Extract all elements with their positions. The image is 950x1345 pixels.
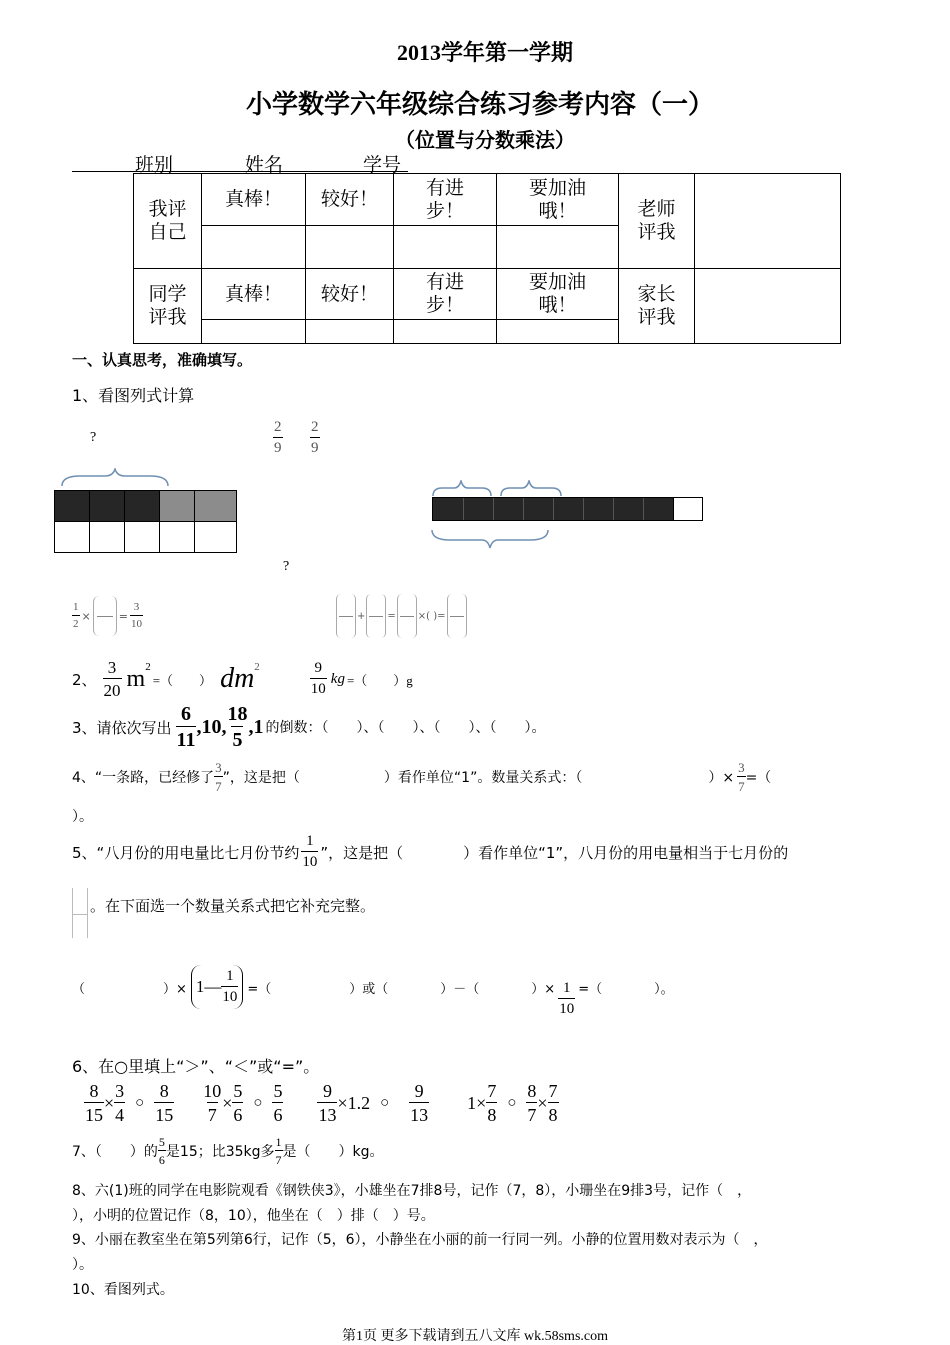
title-term: 2013学年第一学期 <box>396 40 573 65</box>
student-info-line <box>72 171 408 172</box>
q6-label: 6、在○里填上“＞”、“＜”或“=”。 <box>72 1057 320 1076</box>
peer-eval-label: 同学评我 <box>134 269 202 344</box>
q6-frac: $\frac{7}{8}$ <box>487 1081 497 1125</box>
q5-blank-fraction[interactable] <box>72 888 88 938</box>
peer-good-box[interactable] <box>306 320 394 344</box>
bar-divider <box>673 498 674 520</box>
bar-divider <box>523 498 524 520</box>
rating-good: 较好！ <box>306 269 394 320</box>
q10-label: 10、看图列式。 <box>72 1282 174 1298</box>
self-great-box[interactable] <box>202 226 306 269</box>
bar-divider <box>463 498 464 520</box>
q2-unit-dm: dm <box>220 663 255 694</box>
q5-expr-c[interactable]: =（ ）。 <box>578 981 674 997</box>
q6-row <box>84 1080 559 1126</box>
q4-text-b[interactable]: ”，这是把（ ）看作单位“1”。数量关系式：（ ）× <box>222 770 735 786</box>
q2-unit-m: m <box>126 665 146 692</box>
q4-line2: ）。 <box>72 809 93 825</box>
rating-good: 较好！ <box>306 174 394 226</box>
page-subtitle: （位置与分数乘法） <box>395 130 575 152</box>
bar-divider <box>583 498 584 520</box>
bar-divider <box>613 498 614 520</box>
q6-frac: $\frac{7}{8}$ <box>548 1081 558 1125</box>
q2-sup: 2 <box>145 661 151 673</box>
q6-frac: $\frac{9}{13}$ <box>410 1081 429 1125</box>
rating-progress: 有进步！ <box>394 174 497 226</box>
q6-op: × <box>222 1092 233 1113</box>
q3-label: 3、请依次写出 <box>72 718 172 737</box>
q1-blank-fraction[interactable] <box>447 594 467 638</box>
q5-text-a: 5、“八月份的用电量比七月份节约 <box>72 843 300 862</box>
q7-line <box>72 1130 384 1172</box>
parent-eval-box[interactable] <box>695 269 841 344</box>
q3-frac-1: $\frac{6}{11}$ <box>176 703 196 751</box>
left-bar-diagram <box>54 490 237 553</box>
bar-cell-grey <box>194 490 237 522</box>
q6-op: × <box>104 1092 115 1113</box>
self-try-box[interactable] <box>497 226 619 269</box>
q6-circle[interactable]: ○ <box>380 1094 390 1111</box>
id-label: 学号 <box>363 155 402 176</box>
q4-text-a: 4、“一条路，已经修了 <box>72 770 215 786</box>
section-heading: 一、认真思考，准确填写。 <box>72 351 253 369</box>
bar-cell-grey <box>159 490 195 522</box>
q2-sup: 2 <box>254 661 260 673</box>
q7-text-c[interactable]: 是（ ）kg。 <box>282 1144 384 1160</box>
rating-try-harder: 要加油哦！ <box>497 174 619 226</box>
q1-blank-fraction[interactable] <box>397 594 417 638</box>
q4-frac: $\frac{3}{7}$ <box>215 760 222 794</box>
q5-paren-group <box>191 965 244 1009</box>
q7-frac-1: $\frac{5}{6}$ <box>158 1135 165 1167</box>
q6-pre: 1× <box>467 1092 487 1113</box>
q8-line2[interactable]: ），小明的位置记作（8，10），他坐在（ ）排（ ）号。 <box>72 1208 435 1224</box>
q6-circle[interactable]: ○ <box>135 1094 145 1111</box>
q1-blank-fraction[interactable] <box>93 596 117 636</box>
page-footer: 第1页 更多下载请到五八文库 wk.58sms.com <box>342 1329 608 1344</box>
bar-cell-empty <box>54 521 90 553</box>
q6-frac: $\frac{10}{7}$ <box>203 1081 222 1125</box>
peer-great-box[interactable] <box>202 320 306 344</box>
q2-blank-2[interactable]: =（ ）g <box>346 672 413 688</box>
q2-line <box>72 658 413 700</box>
bar-cell-empty <box>159 521 195 553</box>
q5-frac-2: $\frac{1}{10}$ <box>222 968 238 1005</box>
name-label: 姓名 <box>245 155 284 176</box>
q6-frac: $\frac{3}{4}$ <box>115 1081 125 1125</box>
q1-blank-fraction[interactable] <box>336 594 356 638</box>
self-good-box[interactable] <box>306 226 394 269</box>
class-label: 班别 <box>135 155 174 176</box>
q9-line1[interactable]: 9、小丽在教室坐在第5列第6行，记作（5，6），小静坐在小丽的前一行同一列。小静的位置用数对表示为（ ， <box>72 1232 768 1248</box>
q6-frac: $\frac{5}{6}$ <box>233 1081 243 1125</box>
q1-question-mark: ? <box>90 430 97 445</box>
q4-frac-2: $\frac{3}{7}$ <box>738 760 745 794</box>
q1-frac-b: $\frac{2}{9}$ <box>311 419 319 456</box>
q4-eq[interactable]: =（ <box>745 770 772 786</box>
q2-blank[interactable]: =（ ） <box>152 672 213 688</box>
right-bottom-brace <box>430 528 552 550</box>
q3-tail: ,1 <box>248 715 264 738</box>
teacher-eval-label: 老师评我 <box>619 174 695 269</box>
evaluation-table <box>133 173 841 344</box>
q5-expr-b[interactable]: =（ ）或（ ）－（ ）× <box>247 981 556 997</box>
bar-cell-dark <box>124 490 160 522</box>
q5-line2-text: 。在下面选一个数量关系式把它补充完整。 <box>90 896 376 915</box>
bar-cell-empty <box>89 521 125 553</box>
q6-op: ×1.2 <box>337 1092 371 1113</box>
q3-answers[interactable]: 的倒数：（ ）、（ ）、（ ）、（ ）。 <box>265 720 546 736</box>
q5-text-b[interactable]: ”，这是把（ ）看作单位“1”，八月份的用电量相当于七月份的 <box>320 843 789 862</box>
q6-frac: $\frac{5}{6}$ <box>273 1081 283 1125</box>
q5-line <box>72 830 788 874</box>
q1-equation-left: $\frac{1}{2}$ × = $\frac{3}{10}$ <box>72 596 143 636</box>
q5-expression <box>72 962 674 1017</box>
q2-frac-2: $\frac{9}{10}$ <box>310 660 326 697</box>
q4-line <box>72 757 771 797</box>
q1-question-mark-2: ? <box>283 559 290 574</box>
rating-great: 真棒！ <box>202 269 306 320</box>
q5-one-minus: 1— <box>195 977 222 996</box>
right-top-braces <box>430 480 565 498</box>
q3-mid: ,10, <box>196 715 227 738</box>
bar-divider <box>493 498 494 520</box>
bar-cell-empty <box>124 521 160 553</box>
q9-line2: ）。 <box>72 1257 93 1273</box>
rating-progress: 有进步！ <box>394 269 497 320</box>
q5-frac: $\frac{1}{10}$ <box>302 833 318 870</box>
peer-try-box[interactable] <box>497 320 619 344</box>
q3-line <box>72 705 545 749</box>
teacher-eval-box[interactable] <box>695 174 841 269</box>
q6-frac: $\frac{9}{13}$ <box>318 1081 337 1125</box>
q1-equation-right: + = ×( )= <box>336 594 467 638</box>
left-brace <box>60 468 170 488</box>
rating-great: 真棒！ <box>202 174 306 226</box>
q6-circle[interactable]: ○ <box>507 1094 517 1111</box>
bar-divider <box>643 498 644 520</box>
q6-frac: $\frac{8}{15}$ <box>155 1081 174 1125</box>
bar-cell-dark <box>89 490 125 522</box>
self-progress-box[interactable] <box>394 226 497 269</box>
self-eval-label: 我评自己 <box>134 174 202 269</box>
page-title: 小学数学六年级综合练习参考内容（一） <box>245 90 714 119</box>
bar-divider <box>553 498 554 520</box>
q3-frac-2: $\frac{18}{5}$ <box>227 703 248 751</box>
q1-frac-a: $\frac{2}{9}$ <box>274 419 282 456</box>
q6-circle[interactable]: ○ <box>253 1094 263 1111</box>
q6-frac: $\frac{8}{7}$ <box>527 1081 537 1125</box>
parent-eval-label: 家长评我 <box>619 269 695 344</box>
bar-cell-empty <box>194 521 237 553</box>
q2-frac-1: $\frac{3}{20}$ <box>103 658 121 700</box>
q1-label: 1、看图列式计算 <box>72 386 195 405</box>
q7-text-a[interactable]: 7、（ ）的 <box>72 1144 158 1160</box>
q5-expr-a[interactable]: （ ）× <box>72 981 187 997</box>
rating-try-harder: 要加油哦！ <box>497 269 619 320</box>
q5-frac-3: $\frac{1}{10}$ <box>559 980 575 1017</box>
q6-op: × <box>537 1092 548 1113</box>
q7-frac-2: $\frac{1}{7}$ <box>275 1135 282 1167</box>
bar-cell-dark <box>54 490 90 522</box>
q7-text-b: 是15；比35kg多 <box>165 1144 275 1160</box>
right-bar-diagram <box>432 497 703 521</box>
q6-frac: $\frac{8}{15}$ <box>85 1081 103 1125</box>
q5-line2 <box>72 888 375 938</box>
q1-blank-fraction[interactable] <box>366 594 386 638</box>
q8-line1[interactable]: 8、六(1)班的同学在电影院观看《钢铁侠3》，小雄坐在7排8号，记作（7，8），小珊坐在9排3号，记作（ ， <box>72 1183 752 1199</box>
q2-label: 2、 <box>72 670 97 689</box>
peer-progress-box[interactable] <box>394 320 497 344</box>
q2-unit-kg: kg <box>330 670 345 687</box>
